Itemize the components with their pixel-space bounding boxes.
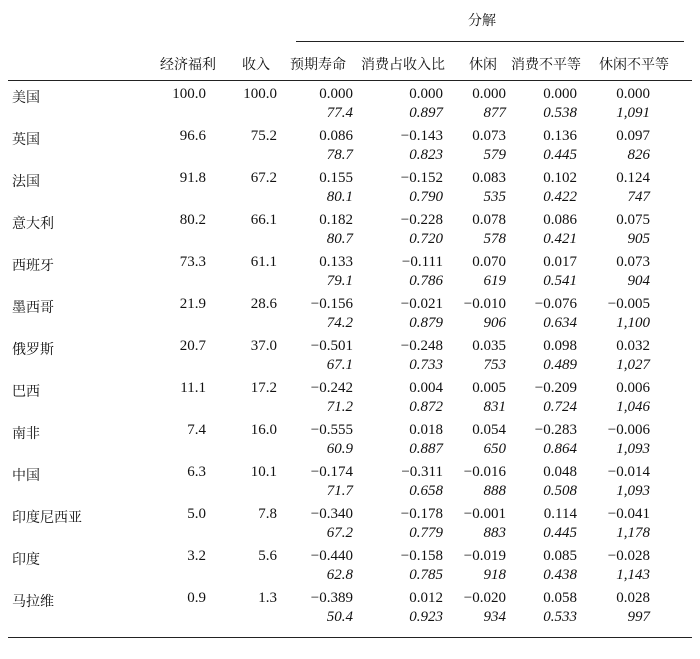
consumption-share-level: 0.779 [409, 525, 443, 541]
consumption-share-value: −0.158 [400, 548, 443, 564]
leisure-value: 0.078 [472, 212, 506, 228]
life-expectancy-level: 74.2 [326, 315, 353, 331]
life-expectancy-value: −0.242 [310, 380, 353, 396]
leisure-inequality-level: 1,046 [616, 399, 650, 415]
income-value: 100.0 [243, 86, 277, 102]
welfare-value: 0.9 [187, 590, 206, 606]
consumption-share-value: −0.143 [400, 128, 443, 144]
consumption-inequality-value: 0.058 [543, 590, 577, 606]
leisure-value: −0.020 [463, 590, 506, 606]
leisure-inequality-value: 0.028 [616, 590, 650, 606]
leisure-inequality-value: 0.000 [616, 86, 650, 102]
life-expectancy-value: −0.501 [310, 338, 353, 354]
life-expectancy-value: 0.182 [319, 212, 353, 228]
leisure-inequality-value: 0.032 [616, 338, 650, 354]
consumption-share-value: −0.228 [400, 212, 443, 228]
welfare-value: 11.1 [180, 380, 206, 396]
consumption-inequality-value: 0.114 [543, 506, 577, 522]
country-name: 法国 [12, 174, 40, 190]
consumption-inequality-value: −0.283 [534, 422, 577, 438]
leisure-level: 877 [483, 105, 506, 121]
welfare-value: 6.3 [187, 464, 206, 480]
consumption-inequality-level: 0.445 [543, 147, 577, 163]
group-header-decomposition: 分解 [468, 13, 496, 29]
leisure-value: 0.070 [472, 254, 506, 270]
leisure-inequality-value: 0.097 [616, 128, 650, 144]
col-header-consumption-inequality: 消费不平等 [511, 57, 581, 73]
leisure-inequality-level: 997 [627, 609, 650, 625]
consumption-inequality-level: 0.421 [543, 231, 577, 247]
welfare-value: 7.4 [187, 422, 206, 438]
leisure-level: 906 [483, 315, 506, 331]
table-bottom-rule [8, 637, 692, 638]
consumption-inequality-value: 0.048 [543, 464, 577, 480]
life-expectancy-value: 0.133 [319, 254, 353, 270]
consumption-inequality-level: 0.508 [543, 483, 577, 499]
life-expectancy-level: 80.7 [326, 231, 353, 247]
consumption-share-level: 0.879 [409, 315, 443, 331]
leisure-inequality-value: 0.073 [616, 254, 650, 270]
leisure-value: 0.073 [472, 128, 506, 144]
welfare-value: 3.2 [187, 548, 206, 564]
income-value: 37.0 [250, 338, 277, 354]
leisure-inequality-level: 1,093 [616, 483, 650, 499]
consumption-share-value: 0.004 [409, 380, 443, 396]
country-name: 墨西哥 [12, 300, 54, 316]
consumption-share-level: 0.785 [409, 567, 443, 583]
consumption-inequality-level: 0.489 [543, 357, 577, 373]
leisure-inequality-value: −0.014 [607, 464, 650, 480]
consumption-inequality-level: 0.422 [543, 189, 577, 205]
leisure-inequality-level: 905 [627, 231, 650, 247]
consumption-inequality-level: 0.445 [543, 525, 577, 541]
income-value: 28.6 [250, 296, 277, 312]
leisure-inequality-level: 1,091 [616, 105, 650, 121]
welfare-value: 21.9 [179, 296, 206, 312]
leisure-inequality-value: 0.124 [616, 170, 650, 186]
consumption-inequality-value: 0.000 [543, 86, 577, 102]
consumption-share-value: 0.018 [409, 422, 443, 438]
country-name: 西班牙 [12, 258, 54, 274]
income-value: 66.1 [250, 212, 277, 228]
income-value: 75.2 [250, 128, 277, 144]
country-name: 俄罗斯 [12, 342, 54, 358]
consumption-share-level: 0.658 [409, 483, 443, 499]
leisure-value: −0.016 [463, 464, 506, 480]
consumption-share-value: −0.311 [401, 464, 443, 480]
leisure-inequality-level: 1,178 [616, 525, 650, 541]
consumption-inequality-value: 0.086 [543, 212, 577, 228]
welfare-value: 73.3 [179, 254, 206, 270]
income-value: 7.8 [258, 506, 277, 522]
leisure-level: 619 [483, 273, 506, 289]
leisure-inequality-value: 0.006 [616, 380, 650, 396]
consumption-share-level: 0.923 [409, 609, 443, 625]
consumption-share-level: 0.887 [409, 441, 443, 457]
leisure-value: 0.005 [472, 380, 506, 396]
col-header-leisure: 休闲 [469, 57, 497, 73]
life-expectancy-value: −0.389 [310, 590, 353, 606]
consumption-inequality-value: −0.076 [534, 296, 577, 312]
life-expectancy-level: 77.4 [326, 105, 353, 121]
col-header-leisure-inequality: 休闲不平等 [599, 57, 669, 73]
consumption-share-value: 0.000 [409, 86, 443, 102]
leisure-level: 934 [483, 609, 506, 625]
consumption-inequality-value: 0.136 [543, 128, 577, 144]
life-expectancy-level: 71.2 [326, 399, 353, 415]
leisure-level: 579 [483, 147, 506, 163]
col-header-consumption-share: 消费占收入比 [361, 57, 445, 73]
life-expectancy-value: −0.340 [310, 506, 353, 522]
country-name: 印度 [12, 552, 40, 568]
leisure-inequality-value: −0.028 [607, 548, 650, 564]
consumption-inequality-level: 0.634 [543, 315, 577, 331]
life-expectancy-value: 0.155 [319, 170, 353, 186]
col-header-welfare: 经济福利 [160, 57, 216, 73]
welfare-value: 100.0 [172, 86, 206, 102]
country-name: 英国 [12, 132, 40, 148]
leisure-level: 883 [483, 525, 506, 541]
consumption-share-value: −0.021 [400, 296, 443, 312]
income-value: 16.0 [250, 422, 277, 438]
life-expectancy-level: 79.1 [326, 273, 353, 289]
life-expectancy-value: −0.174 [310, 464, 353, 480]
welfare-value: 80.2 [179, 212, 206, 228]
income-value: 5.6 [258, 548, 277, 564]
leisure-level: 650 [483, 441, 506, 457]
leisure-inequality-level: 826 [627, 147, 650, 163]
leisure-inequality-value: −0.006 [607, 422, 650, 438]
leisure-value: 0.054 [472, 422, 506, 438]
welfare-value: 5.0 [187, 506, 206, 522]
consumption-inequality-value: 0.017 [543, 254, 577, 270]
life-expectancy-value: 0.086 [319, 128, 353, 144]
leisure-inequality-level: 1,100 [616, 315, 650, 331]
consumption-inequality-level: 0.438 [543, 567, 577, 583]
leisure-inequality-value: 0.075 [616, 212, 650, 228]
leisure-inequality-value: −0.041 [607, 506, 650, 522]
consumption-share-level: 0.897 [409, 105, 443, 121]
life-expectancy-value: 0.000 [319, 86, 353, 102]
col-header-income: 收入 [242, 57, 270, 73]
leisure-value: −0.001 [463, 506, 506, 522]
consumption-share-level: 0.872 [409, 399, 443, 415]
leisure-level: 918 [483, 567, 506, 583]
leisure-inequality-level: 904 [627, 273, 650, 289]
consumption-inequality-value: 0.085 [543, 548, 577, 564]
consumption-share-level: 0.786 [409, 273, 443, 289]
life-expectancy-level: 50.4 [326, 609, 353, 625]
leisure-level: 535 [483, 189, 506, 205]
consumption-inequality-value: 0.098 [543, 338, 577, 354]
income-value: 61.1 [250, 254, 277, 270]
consumption-share-value: 0.012 [409, 590, 443, 606]
group-header-rule [296, 41, 684, 42]
welfare-value: 96.6 [179, 128, 206, 144]
country-name: 中国 [12, 468, 40, 484]
leisure-value: 0.000 [472, 86, 506, 102]
consumption-share-level: 0.720 [409, 231, 443, 247]
country-name: 美国 [12, 90, 40, 106]
life-expectancy-value: −0.555 [310, 422, 353, 438]
life-expectancy-level: 67.2 [326, 525, 353, 541]
consumption-share-level: 0.733 [409, 357, 443, 373]
life-expectancy-level: 62.8 [326, 567, 353, 583]
consumption-inequality-value: 0.102 [543, 170, 577, 186]
country-name: 意大利 [12, 216, 54, 232]
life-expectancy-level: 60.9 [326, 441, 353, 457]
country-name: 南非 [12, 426, 40, 442]
welfare-value: 91.8 [179, 170, 206, 186]
consumption-inequality-level: 0.538 [543, 105, 577, 121]
income-value: 67.2 [250, 170, 277, 186]
consumption-share-value: −0.152 [400, 170, 443, 186]
country-name: 巴西 [12, 384, 40, 400]
life-expectancy-level: 67.1 [326, 357, 353, 373]
life-expectancy-value: −0.156 [310, 296, 353, 312]
leisure-level: 888 [483, 483, 506, 499]
leisure-value: 0.083 [472, 170, 506, 186]
consumption-share-value: −0.248 [400, 338, 443, 354]
income-value: 17.2 [250, 380, 277, 396]
consumption-share-level: 0.823 [409, 147, 443, 163]
col-header-life-expectancy: 预期寿命 [290, 57, 346, 73]
country-name: 印度尼西亚 [12, 510, 82, 526]
country-name: 马拉维 [12, 594, 54, 610]
leisure-inequality-level: 1,093 [616, 441, 650, 457]
consumption-inequality-level: 0.541 [543, 273, 577, 289]
consumption-inequality-level: 0.864 [543, 441, 577, 457]
life-expectancy-value: −0.440 [310, 548, 353, 564]
income-value: 1.3 [258, 590, 277, 606]
consumption-share-value: −0.111 [401, 254, 443, 270]
leisure-level: 753 [483, 357, 506, 373]
leisure-value: 0.035 [472, 338, 506, 354]
leisure-value: −0.010 [463, 296, 506, 312]
leisure-value: −0.019 [463, 548, 506, 564]
leisure-inequality-level: 747 [627, 189, 650, 205]
consumption-share-level: 0.790 [409, 189, 443, 205]
consumption-inequality-level: 0.533 [543, 609, 577, 625]
life-expectancy-level: 80.1 [326, 189, 353, 205]
life-expectancy-level: 71.7 [326, 483, 353, 499]
consumption-inequality-level: 0.724 [543, 399, 577, 415]
income-value: 10.1 [250, 464, 277, 480]
header-bottom-rule [8, 80, 692, 81]
life-expectancy-level: 78.7 [326, 147, 353, 163]
leisure-inequality-level: 1,027 [616, 357, 650, 373]
leisure-level: 578 [483, 231, 506, 247]
consumption-share-value: −0.178 [400, 506, 443, 522]
welfare-value: 20.7 [179, 338, 206, 354]
leisure-level: 831 [483, 399, 506, 415]
leisure-inequality-level: 1,143 [616, 567, 650, 583]
consumption-inequality-value: −0.209 [534, 380, 577, 396]
leisure-inequality-value: −0.005 [607, 296, 650, 312]
